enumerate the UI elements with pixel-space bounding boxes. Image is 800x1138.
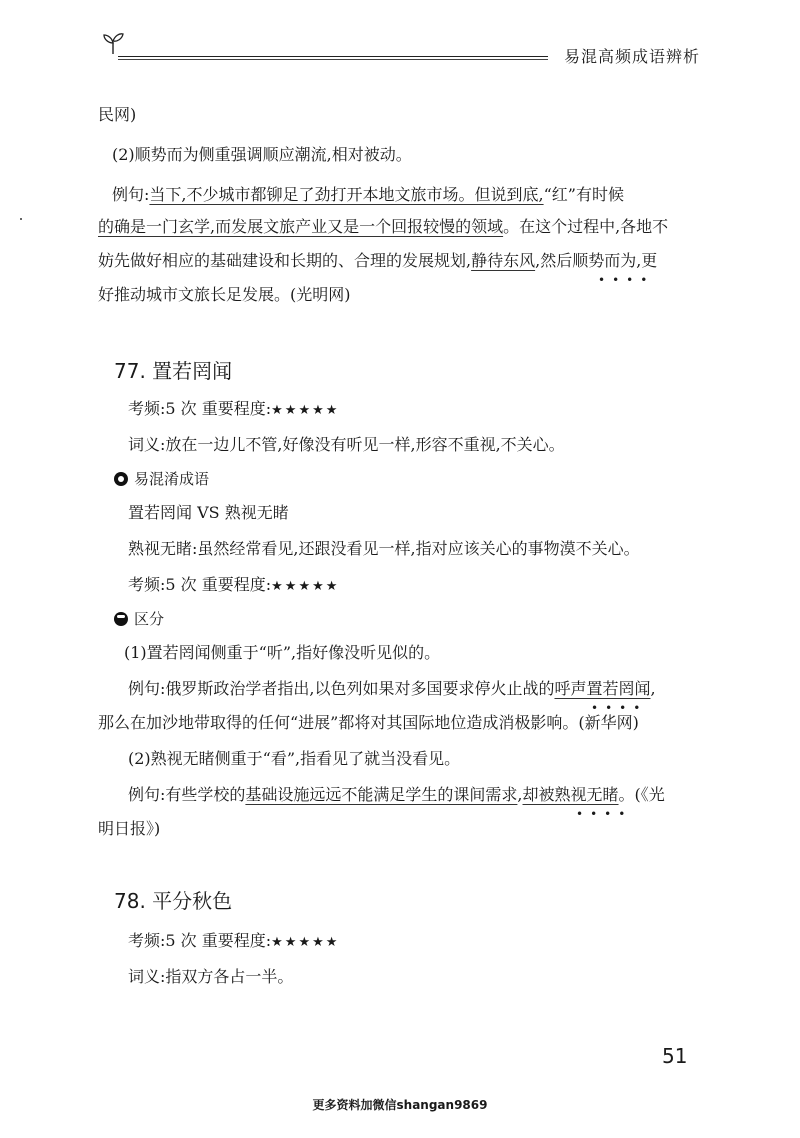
- underlined-text: 基础设施远远不能满足学生的课间需求: [245, 785, 518, 804]
- emphasis-dots: ••••: [598, 273, 655, 287]
- importance-stars: ★★★★★: [271, 403, 340, 418]
- scan-speck: [20, 218, 22, 220]
- example-line: 的确是一门玄学,而发展文旅产业又是一个回报较慢的领域。在这个过程中,各地不: [98, 217, 669, 236]
- bullet-icon: [114, 472, 128, 486]
- underlined-text: 呼声置若罔闻: [554, 679, 651, 698]
- emphasis-dots: ••••: [591, 701, 648, 715]
- entry-title: 78. 平分秋色: [114, 889, 233, 913]
- underlined-text: 的确是一门玄学,而发展文旅产业又是一个回报较慢的领域: [98, 217, 504, 236]
- example-line: 例句:有些学校的基础设施远远不能满足学生的课间需求,却被熟视无睹。(《光: [128, 785, 665, 804]
- underlined-text: 当下,不少城市都铆足了劲打开本地文旅市场。但说到底,: [149, 185, 544, 204]
- text-line: 民网): [98, 105, 137, 124]
- example-line: 妨先做好相应的基础建设和长期的、合理的发展规划,静待东风,然后顺势而为,更: [98, 251, 658, 270]
- running-header: [100, 28, 700, 68]
- frequency-line: 考频:5 次 重要程度:★★★★★: [128, 399, 340, 418]
- frequency-line: 考频:5 次 重要程度:★★★★★: [128, 575, 340, 594]
- header-rule: [118, 56, 548, 57]
- meaning-line: 词义:放在一边儿不管,好像没有听见一样,形容不重视,不关心。: [128, 435, 565, 454]
- text-line: 那么在加沙地带取得的任何“进展”都将对其国际地位造成消极影响。(新华网): [98, 713, 639, 732]
- page-number: 51: [662, 1044, 688, 1068]
- footer-note: 更多资料加微信shangan9869: [312, 1098, 488, 1112]
- text-line: (2)熟视无睹侧重于“看”,指看见了就当没看见。: [128, 749, 461, 768]
- example-line: 例句:俄罗斯政治学者指出,以色列如果对多国要求停火止战的呼声置若罔闻,: [128, 679, 656, 698]
- vs-line: 置若罔闻 VS 熟视无睹: [128, 503, 289, 522]
- entry-title: 77. 置若罔闻: [114, 359, 233, 383]
- frequency-line: 考频:5 次 重要程度:★★★★★: [128, 931, 340, 950]
- meaning-line: 词义:指双方各占一半。: [128, 967, 294, 986]
- definition-line: 熟视无睹:虽然经常看见,还跟没看见一样,指对应该关心的事物漠不关心。: [128, 539, 640, 558]
- confuse-heading: 易混淆成语: [114, 468, 209, 490]
- header-rule-thin: [118, 59, 548, 60]
- underlined-text: 静待东风: [471, 251, 536, 270]
- difference-heading: 区分: [114, 608, 164, 630]
- bullet-icon: [114, 612, 128, 626]
- importance-stars: ★★★★★: [271, 579, 340, 594]
- importance-stars: ★★★★★: [271, 935, 340, 950]
- example-line: 例句:当下,不少城市都铆足了劲打开本地文旅市场。但说到底,“红”有时候: [112, 185, 624, 204]
- emphasis-dots: ••••: [576, 807, 633, 821]
- text-line: 好推动城市文旅长足发展。(光明网): [98, 285, 351, 304]
- text-line: (2)顺势而为侧重强调顺应潮流,相对被动。: [112, 145, 412, 164]
- text-line: (1)置若罔闻侧重于“听”,指好像没听见似的。: [124, 643, 441, 662]
- text-line: 明日报》): [98, 819, 161, 838]
- header-title: 易混高频成语辨析: [563, 47, 700, 66]
- underlined-text: 却被熟视无睹: [522, 785, 619, 804]
- sprout-icon: [100, 30, 126, 56]
